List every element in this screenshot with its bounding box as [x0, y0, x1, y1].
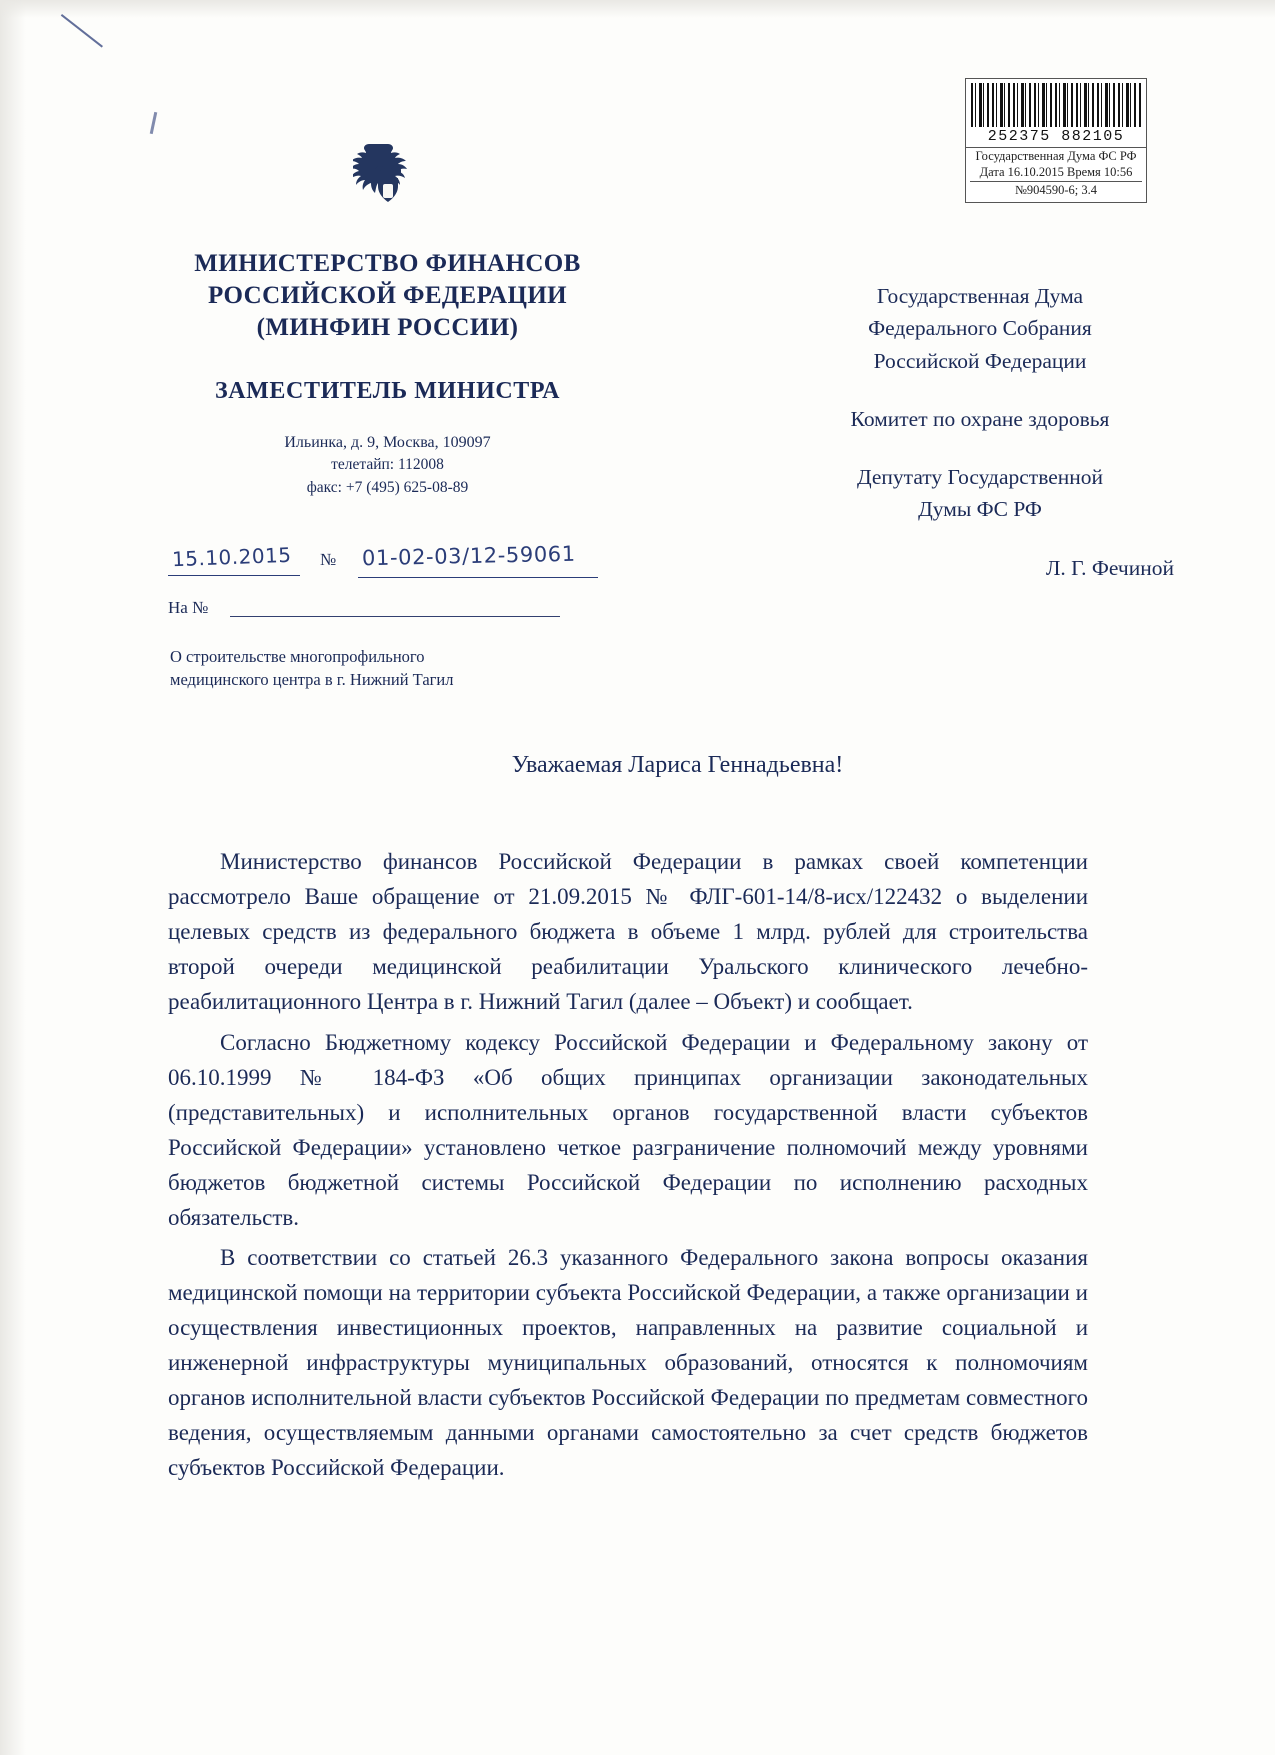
number-label: № — [320, 550, 337, 569]
stamp-line-number: №904590-6; 3.4 — [970, 181, 1142, 199]
stamp-line-datetime: Дата 16.10.2015 Время 10:56 — [979, 164, 1133, 179]
letter-subject — [170, 645, 590, 692]
barcode-digits: 252375 882105 — [987, 128, 1125, 145]
body-paragraph: Согласно Бюджетному кодексу Российской Федерации и Федеральному закону от 06.10.1999 № 184-ФЗ «Об общих принципах организации законодательных (представительных) и исполнительных органов государственной власти субъектов Российской Федерации» установлено четкое разграничение полномочий между уровнями бюджетов бюджетной системы Российской Федерации по исполнению расходных обязательств. — [168, 1029, 1088, 1230]
letter-number-handwritten: 01-02-03/12-59061 — [361, 541, 576, 571]
addressee-org-line-2: Федерального Собрания — [868, 316, 1092, 341]
ministry-name-line-1: МИНИСТЕРСТВО ФИНАНСОВ — [194, 250, 581, 277]
addressee-org-line-1: Государственная Дума — [876, 284, 1084, 308]
stray-pen-mark — [37, 14, 103, 78]
ministry-name-line-3: (МИНФИН РОССИИ) — [256, 314, 519, 341]
addressee-committee: Комитет по охране здоровья — [850, 406, 1110, 431]
scan-edge-shading-left — [0, 0, 26, 1755]
greeting: Уважаемая Лариса Геннадьевна! — [511, 752, 844, 778]
body-paragraph: Министерство финансов Российской Федерации в рамках своей компетенции рассмотрело Ваше обращение от 21.09.2015 № ФЛГ-601-14/8-исх/122432 о выделении целевых средств из федерального бюджета в объеме 1 млрд. рублей для строительства второй очереди медицинской реабилитации Уральского клинического лечебно-реабилитационного Центра в г. Нижний Тагил (далее – Объект) и сообщает. — [168, 849, 1088, 1014]
subject-line-1: О строительстве многопрофильного — [170, 647, 425, 666]
body-paragraph: В соответствии со статьей 26.3 указанного Федерального закона вопросы оказания медицинской помощи на территории субъекта Российской Федерации, а также организации и осуществления инвестиционных проектов, направленных на развитие социальной и инженерной инфраструктуры муниципальных образований, относятся к полномочиям органов исполнительной власти субъектов Российской Федерации по предметам совместного ведения, осуществляемым данными органами самостоятельно за счет средств бюджетов субъектов Российской Федерации. — [168, 1245, 1088, 1481]
barcode — [965, 78, 1147, 148]
reference-row — [171, 541, 622, 585]
sender-fax: факс: +7 (495) 625-08-89 — [306, 478, 469, 496]
registration-stamp — [965, 78, 1147, 203]
addressee-block — [770, 280, 1190, 584]
letter-date-handwritten: 15.10.2015 — [171, 542, 292, 572]
addressee-role-line-1: Депутату Государственной — [856, 465, 1104, 489]
letter-body — [168, 845, 1088, 1492]
letterhead — [115, 248, 660, 499]
addressee-role-line-2: Думы ФС РФ — [918, 497, 1042, 522]
scan-edge-shading-top — [0, 0, 1275, 18]
subject-line-2: медицинского центра в г. Нижний Тагил — [170, 670, 454, 690]
date-rule — [168, 575, 300, 576]
sender-address: Ильинка, д. 9, Москва, 109097 — [284, 434, 491, 451]
sender-position: ЗАМЕСТИТЕЛЬ МИНИСТРА — [214, 378, 561, 404]
reply-to-row — [168, 598, 628, 618]
stamp-text — [965, 148, 1147, 203]
sender-teletype: телетайп: 112008 — [331, 456, 444, 474]
stray-pen-stroke — [150, 112, 158, 134]
reply-to-rule — [230, 616, 560, 617]
reply-to-label: На № — [168, 598, 209, 617]
addressee-name: Л. Г. Фечиной — [1045, 555, 1174, 580]
ministry-name-line-2: РОССИЙСКОЙ ФЕДЕРАЦИИ — [207, 282, 568, 309]
addressee-org-line-3: Российской Федерации — [873, 348, 1087, 373]
number-rule — [358, 577, 598, 578]
barcode-bars-icon — [971, 83, 1141, 127]
stamp-line-organization: Государственная Дума ФС РФ — [975, 149, 1137, 163]
russian-coat-of-arms-icon — [352, 140, 424, 226]
